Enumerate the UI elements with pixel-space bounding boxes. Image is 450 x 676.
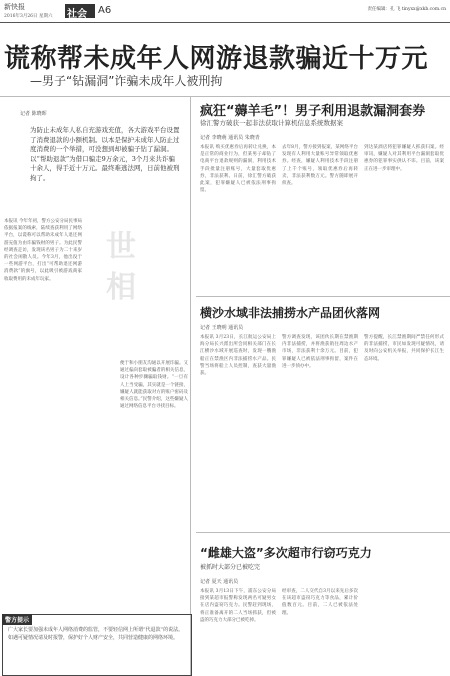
main-byline: 记者 陈晓晖: [20, 111, 47, 117]
story3-byline: 记者 王晓明 通讯员: [200, 325, 244, 331]
editor-line: 责任编辑：孔 飞 tinyxx@xkb.com.cn: [367, 7, 446, 12]
tip-box-text: 广大家长要加强未成年人网络消费的监管，不要轻信网上所谓“代退款”的说法。如遇可疑情况请及时报警，保护好个人财产安全，共同营造健康的网络环境。: [8, 627, 184, 641]
column-divider: [190, 96, 191, 676]
issue-date: 2016年3月26日 星期六: [4, 14, 53, 19]
story2-subheadline: 徐汇警方破获一起非法获取计算机信息系统数据案: [200, 119, 343, 127]
story3-column-1: 本报讯 3月23日，长江航运公安局上海分局长兴派出所会同相关部门在长江横沙水域开展巡查时，发现一艘渔船正在禁渔区内非法捕捞水产品。民警当场将船上人员控制，查获大量渔获。: [200, 335, 276, 377]
story4-subheadline: 被抓时大部分已被吃完: [200, 564, 261, 571]
main-lead: 为防止未成年人私自充游戏充值，各大游戏平台设置了消费退款的小额机制。以本是保护未成年人防止过度消费的一个举措，可没想到却被骗子钻了漏洞。以“帮助退款”为借口骗走9万余元，3个月来共诈骗十余人，得手近十万元。最终难逃法网，日前他被刑拘了。: [30, 126, 180, 182]
page-number: A6: [98, 5, 112, 16]
headline-rule: [0, 96, 450, 97]
main-column-1: 本报讯 今年年初，警方公安分局民事局依据报案的线索，陆续查获利用了网络平台，以谎称可以帮助未成年人退还网游充值为由诈骗钱财的男子。为此民警经调查走访，发现该名男子为二十来岁的社会闲散人员。今年3月，他出没于一些网游平台，打出“可帮助退还网游消费款”的旗号，以此吸引被游戏商家收取费用的未成年玩家。: [4, 219, 82, 282]
story2-column-2: 去年8月，警方接到报案，某网络平台发现有人利用大量账号异常领取优惠券。经查，嫌疑人利用技术手段注册了上千个账号，领取优惠券后再转卖，非法获利数万元。警方随即展开侦查。: [282, 145, 358, 187]
column-watermark: 世 相: [100, 230, 135, 301]
main-column-2: 便于和小朋友沟通以开展诈骗。又通过偏向套取被骗者的相关信息，设计各种步骤骗取钱财。“一旦有人上当受骗，其实就是一个链接，嫌疑人就能获取对方的账户密码及相关信息。”民警介绍，这些嫌疑人通过网络信息平台寻找目标。: [120, 361, 188, 410]
main-headline: 谎称帮未成年人网游退款骗近十万元: [4, 44, 429, 74]
story4-column-2: 经审查，二人交代自3月以来先后多次在该超市盗窃巧克力等食品，累计价值数百元。目前，二人已被依法处理。: [282, 589, 358, 616]
story4-byline: 记者 夏天 通讯员: [200, 579, 239, 585]
logo-top: 新快报: [4, 3, 25, 11]
story3-rule: [196, 532, 450, 533]
story3-headline: 横沙水域非法捕捞水产品团伙落网: [200, 306, 381, 320]
story2-rule: [196, 296, 450, 297]
story2-column-1: 本报讯 购买优惠券后再转让兑换，本是正常的商业行为，但某男子却钻了电商平台退款规则的漏洞，利用技术手段批量注册账号，大量套取优惠券，非法获利。日前，徐汇警方破获此案，犯罪嫌疑人已被依法刑事拘留。: [200, 145, 276, 194]
header-rule: [0, 22, 450, 23]
section-name: 社会: [67, 9, 87, 20]
story3-column-3: 警方提醒，长江禁渔期间严禁任何形式的非法捕捞，市民如发现可疑情况，请及时向公安机关举报，共同保护长江生态环境。: [364, 335, 444, 362]
story2-column-3: 到达某酒店将犯罪嫌疑人抓获归案。经审讯，嫌疑人对其利用平台漏洞套取优惠券的犯罪事实供认不讳。目前，该案正在进一步审理中。: [364, 145, 444, 172]
story2-headline: 疯狂“薅羊毛”！男子利用退款漏洞套券: [200, 104, 426, 119]
story4-headline: “雌雄大盗”多次超市行窃巧克力: [200, 546, 372, 560]
story4-column-1: 本报讯 3月13日下午，浦东公安分局接到某超市报警称发现两名可疑男女在店内盗窃巧克力。民警赶到现场，将正准备离开的二人当场抓获，但被盗的巧克力大部分已被吃掉。: [200, 589, 276, 623]
masthead-logo: [4, 3, 25, 11]
story2-byline: 记者 李晓萌 通讯员 朱晓青: [200, 135, 260, 141]
tip-box-heading: 警方提示: [2, 614, 32, 625]
story3-column-2: 警方调查发现，该团伙长期在禁渔期内非法捕捞，并将渔获销往周边水产市场，非法获利十余万元。目前，犯罪嫌疑人已被依法刑事拘留，案件在进一步侦办中。: [282, 335, 358, 369]
main-subheadline: —男子“钻漏洞”诈骗未成年人被刑拘: [30, 74, 223, 88]
